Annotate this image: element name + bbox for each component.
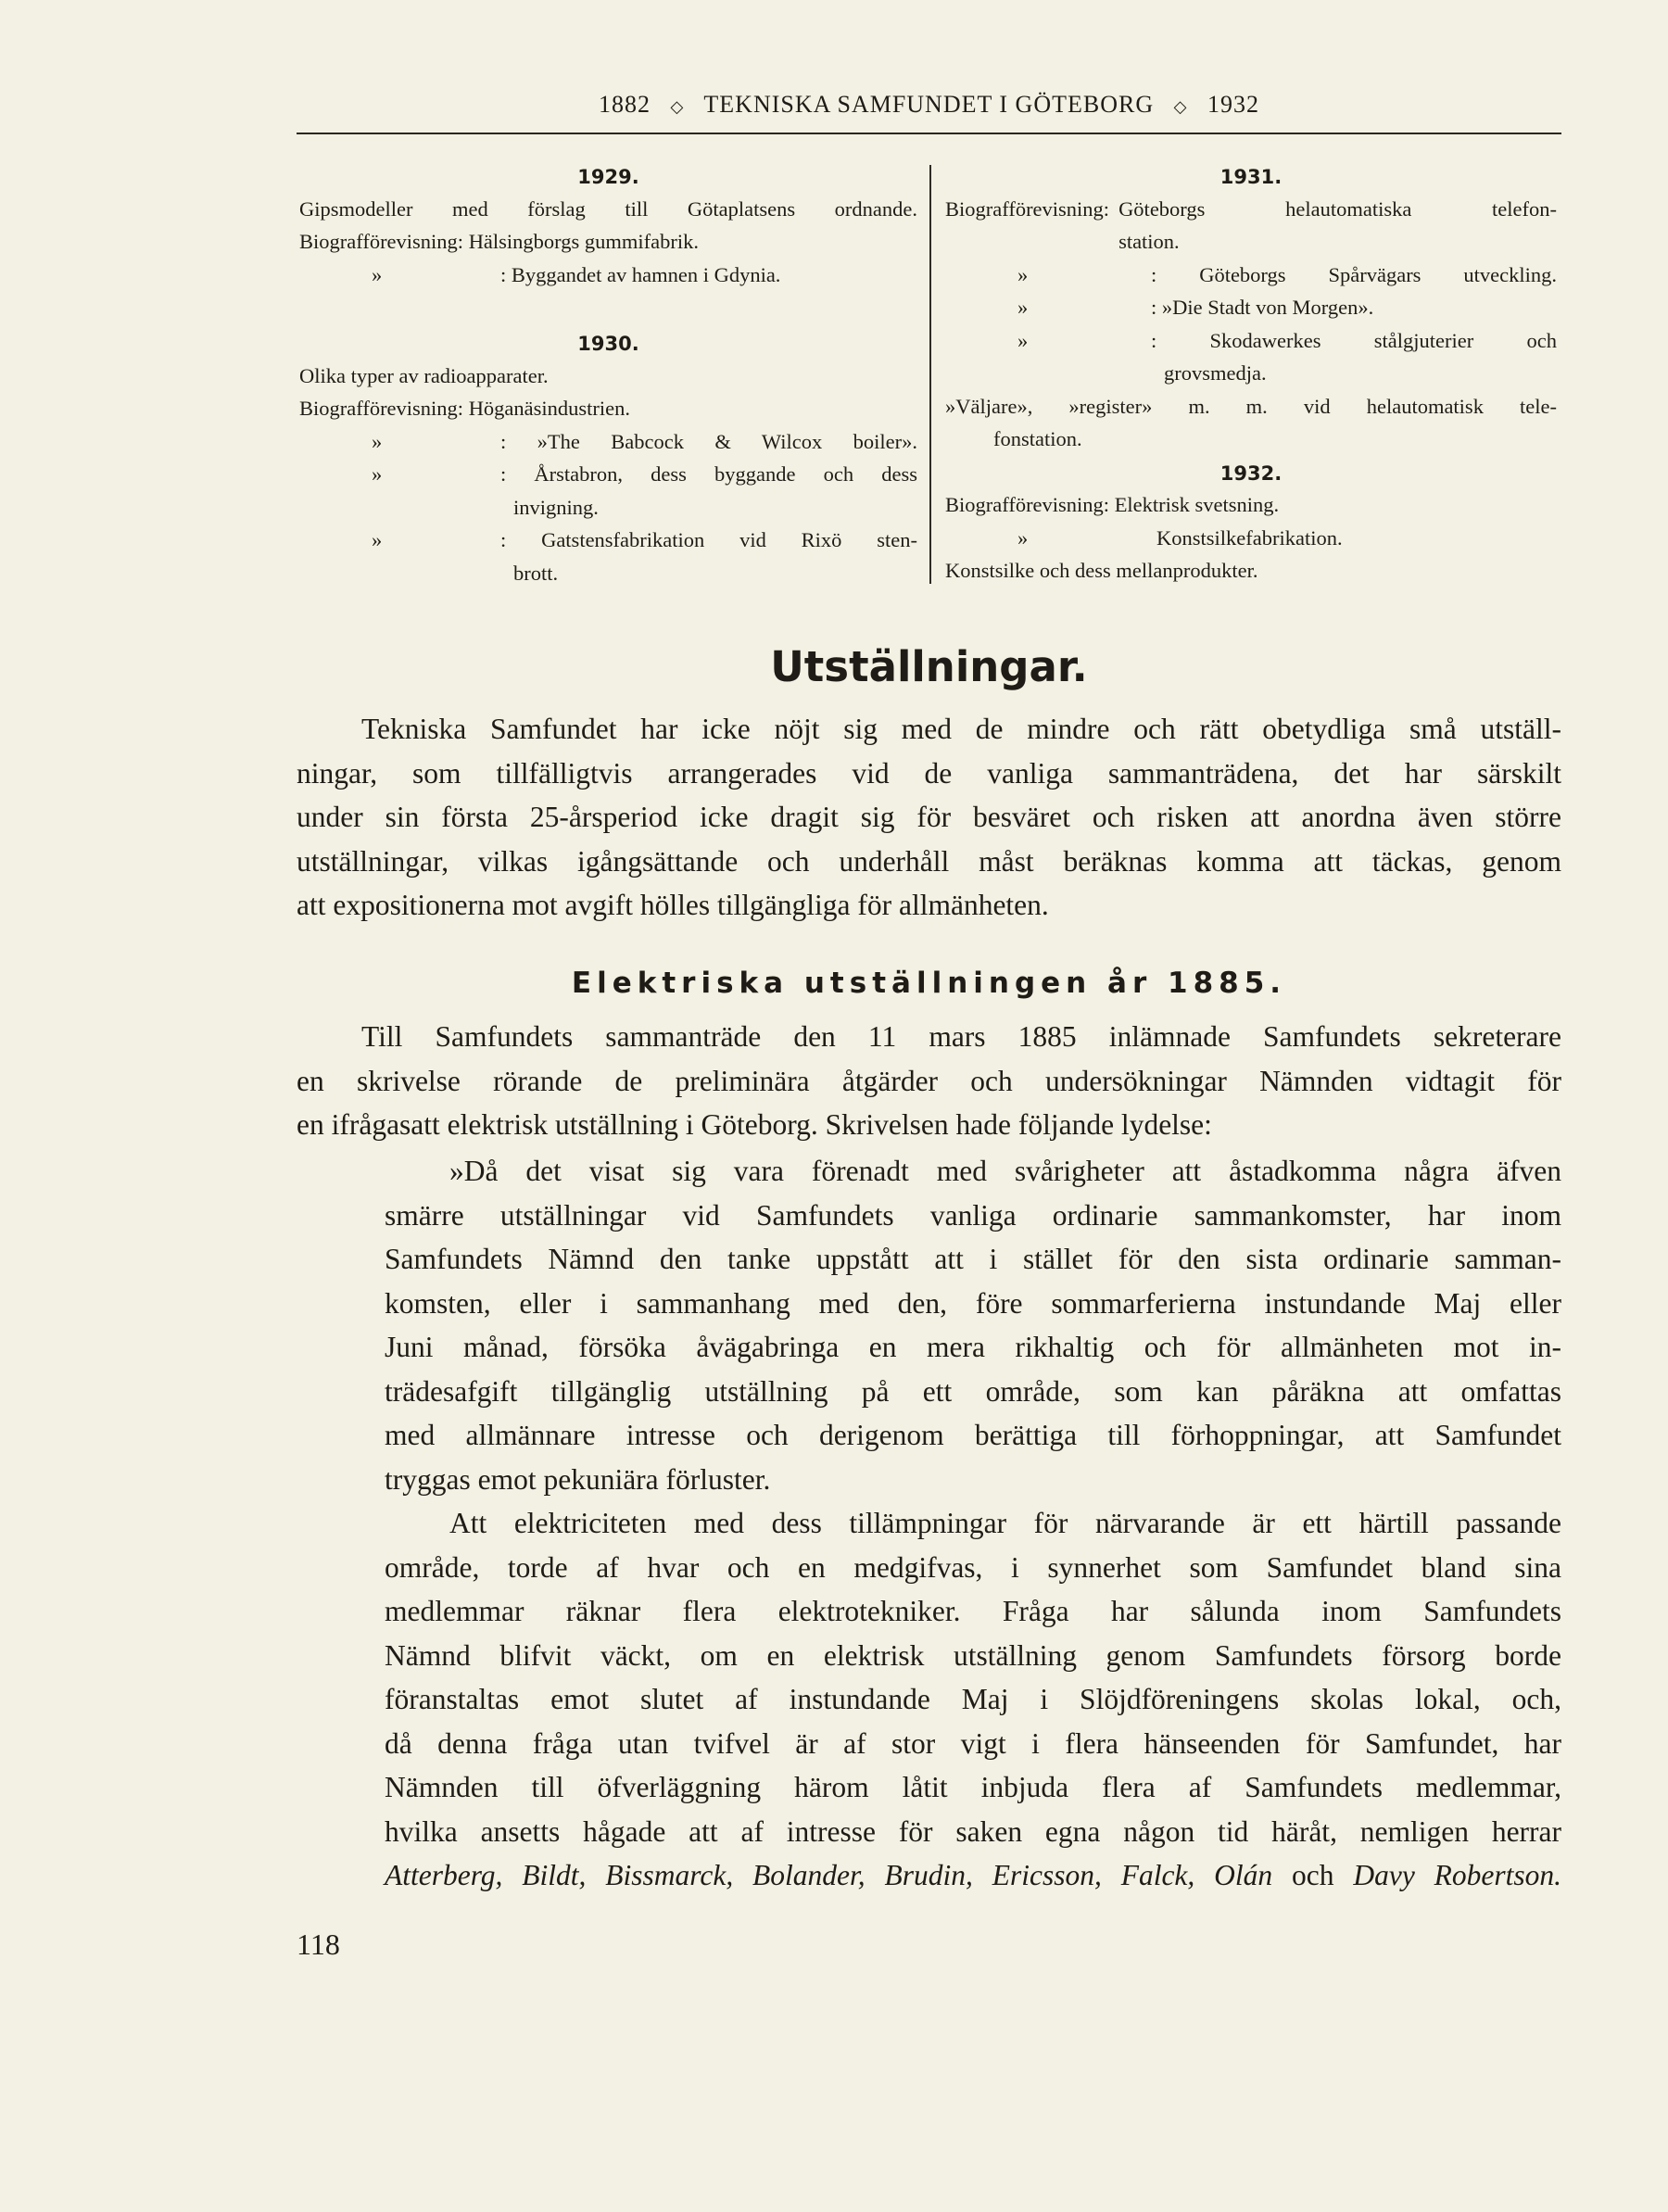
right-column <box>945 159 1557 588</box>
list-item: fonstation. <box>993 427 1082 450</box>
column-divider <box>929 165 931 584</box>
year-heading-1931: 1931. <box>1219 166 1283 188</box>
ditto-mark: » <box>1017 262 1029 286</box>
ditto-mark: » <box>372 528 383 551</box>
ditto-mark: » <box>1017 328 1029 352</box>
header-year-end: 1932 <box>1207 91 1259 118</box>
page-number: 118 <box>297 1928 340 1961</box>
year-heading-1929: 1929. <box>577 166 639 188</box>
ornament-icon: ◇ <box>1173 96 1188 116</box>
list-item: » : »The Babcock & Wilcox boiler». <box>299 425 917 459</box>
list-item: Biografförevisning: Hälsingborgs gummifabrik. <box>299 230 700 253</box>
ditto-mark: » <box>372 462 383 486</box>
list-item: Biografförevisning: Elektrisk svetsning. <box>945 493 1280 516</box>
left-column <box>299 159 917 589</box>
list-item: » Konstsilkefabrikation. <box>945 522 1557 555</box>
year-heading-1930: 1930. <box>577 333 639 355</box>
list-item: Olika typer av radioapparater. <box>299 363 549 387</box>
subsection-title: Elektriska utställningen år 1885. <box>571 967 1287 1000</box>
year-heading-1932: 1932. <box>1219 461 1283 485</box>
list-item: » : Årstabron, dess byggande och dess invigning. <box>299 458 917 524</box>
list-item: Konstsilke och dess mellanprodukter. <box>945 559 1258 582</box>
ditto-mark: » <box>1017 525 1029 550</box>
intro-paragraph: Tekniska Samfundet har icke nöjt sig med de mindre och rätt obetydliga små utställ- ningar, som tillfälligtvis arrangerades vid de vanliga sammanträdena, det har särskilt under sin första 25-årsperiod icke dragit sig för besväret och risken att anordna även större utställningar, vilkas igångsättande och underhåll måst beräknas komma att täckas, genom att expositionerna mot avgift hölles tillgängliga för allmänheten. <box>297 713 1561 921</box>
list-item: » : Göteborgs Spårvägars utveckling. <box>945 259 1557 292</box>
ditto-mark: » <box>1017 296 1029 319</box>
names-line: Atterberg, Bildt, Bissmarck, Bolander, Brudin, Ericsson, Falck, Olán och Davy Robertson. <box>385 1859 1562 1891</box>
list-item: » : Gatstensfabrikation vid Rixö sten- brott. <box>299 524 917 589</box>
list-item: Gipsmodeller med förslag till Götaplatsens ordnande. <box>299 196 917 221</box>
section-title: Utställningar. <box>770 642 1088 691</box>
ditto-mark: » <box>372 262 383 286</box>
header-title: TEKNISKA SAMFUNDET I GÖTEBORG <box>703 91 1155 118</box>
list-item: » : Skodawerkes stålgjuterier och grovsmedja. <box>945 324 1557 390</box>
header-year-start: 1882 <box>599 91 651 118</box>
list-item: »Väljare», »register» m. m. vid helautomatisk tele- <box>945 394 1557 418</box>
quote-paragraph-2: Att elektriciteten med dess tillämpningar för närvarande är ett härtill passande område, torde af hvar och en medgifvas, i synnerhet som Samfundet bland sina medlemmar räknar flera elektrotekniker. Fråga har sålunda inom Samfundets Nämnd blifvit väckt, om en elektrisk utställning genom Samfundets försorg borde föranstaltas emot slutet af instundande Maj i Slöjdföreningens skolas lokal, och, då denna fråga utan tvifvel är af stor vigt i flera hänseenden för Samfundet, har Nämnden till öfverläggning härom låtit inbjuda flera af Samfundets medlemmar, hvilka ansetts hågade att af intresse för saken egna någon tid häråt, nemligen herrar Atterberg, Bildt, Bissmarck, Bolander, Brudin, Ericsson, Falck, Olán och Davy Robertson. <box>385 1501 1561 1898</box>
subsection-paragraph: Till Samfundets sammanträde den 11 mars 1885 inlämnade Samfundets sekreterare en skrivelse rörande de preliminära åtgärder och undersökningar Nämnden vidtagit för en ifrågasatt elektrisk utställning i Göteborg. Skrivelsen hade följande lydelse: <box>297 1020 1561 1141</box>
ornament-icon: ◇ <box>670 96 685 116</box>
list-item: Biografförevisning: Höganäsindustrien. <box>299 397 631 420</box>
ditto-mark: » <box>372 429 383 453</box>
running-header <box>297 91 1561 119</box>
list-item: » : Byggandet av hamnen i Gdynia. <box>299 259 917 292</box>
quote-paragraph-1: »Då det visat sig vara förenadt med svårigheter att åstadkomma några äfven smärre utställningar vid Samfundets vanliga ordinarie sammankomster, har inom Samfundets Nämnd den tanke uppstått att i stället för den sista ordinarie samman- komsten, eller i sammanhang med den, före sommarferierna instundande Maj eller Juni månad, försöka åvägabringa en mera rikhaltig och för allmänheten mot in- trädesafgift tillgänglig utställning på ett område, som kan påräkna att omfattas med allmännare intresse och derigenom berättiga till förhoppningar, att Samfundet tryggas emot pekuniära förluster. <box>385 1155 1561 1496</box>
header-rule <box>297 133 1561 134</box>
list-item: » : »Die Stadt von Morgen». <box>945 291 1557 324</box>
list-item: Biografförevisning: Göteborgs helautomatiska telefon- station. <box>945 196 1557 253</box>
